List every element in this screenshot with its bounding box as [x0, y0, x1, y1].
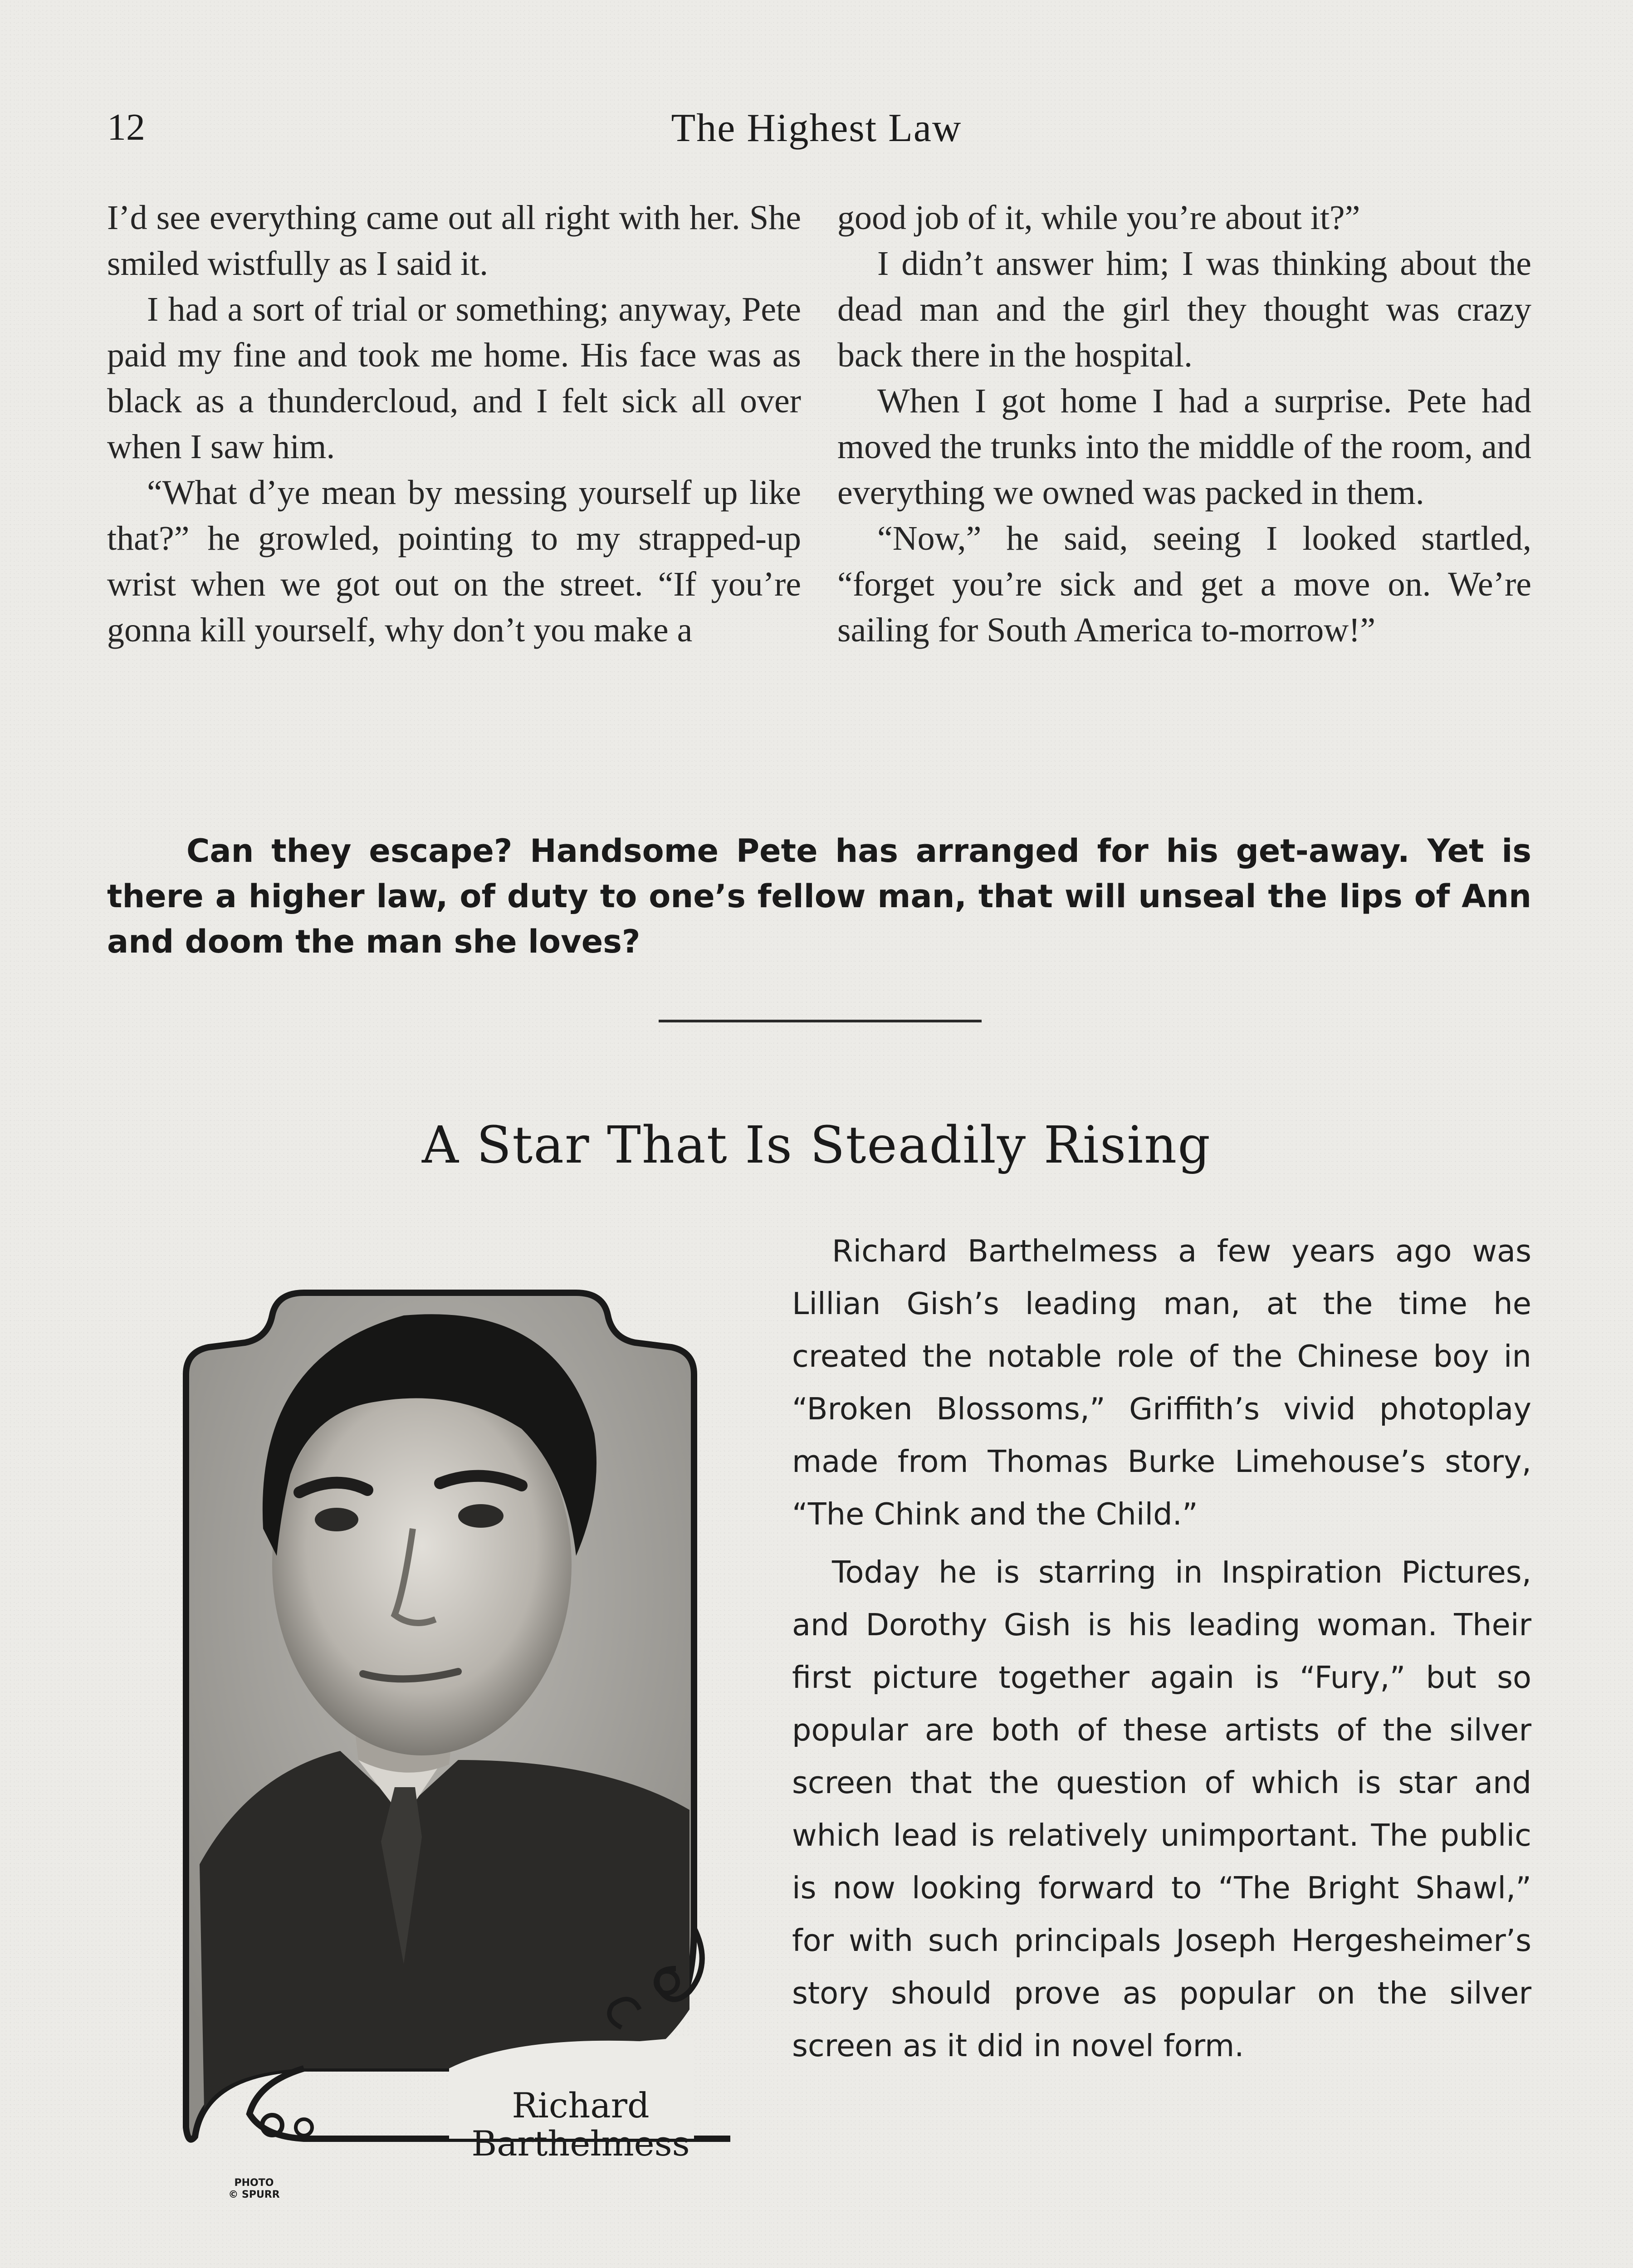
article-body [792, 1225, 1531, 2077]
running-title: The Highest Law [671, 106, 962, 150]
photo-credit-line: PHOTO [234, 2177, 274, 2189]
portrait-frame-illustration [168, 1238, 730, 2204]
photo-credit [204, 2177, 304, 2201]
story-paragraph: I had a sort of trial or something; anyway, Pete paid my fine and took me home. His face was as black as a thundercloud, and I felt sick all over when I saw him. [107, 290, 801, 466]
article-paragraph: Richard Barthelmess a few years ago was Lillian Gish’s leading man, at the time he created the notable role of the Chinese boy in “Broken Blossoms,” Griffith’s vivid photoplay made from Thomas Burke Limehouse’s story, “The Chink and the Child.” [792, 1233, 1531, 1532]
photo-credit-line: © SPURR [228, 2189, 280, 2200]
photo-caption [454, 2087, 708, 2163]
story-paragraph: I’d see everything came out all right with her. She smiled wistfully as I said it. [107, 199, 801, 283]
story-paragraph: good job of it, while you’re about it?” [837, 199, 1360, 237]
story-paragraph: “Now,” he said, seeing I looked startled, “forget you’re sick and get a move on. We’re sailing for South America to-morrow!” [837, 519, 1531, 649]
story-columns [107, 195, 1531, 794]
photo-caption-line: Barthelmess [471, 2123, 690, 2164]
article-paragraph: Today he is starring in Inspiration Pictures, and Dorothy Gish is his leading woman. Their first picture together again is “Fury,” but so popular are both of these artists of the silver screen that the question of which is star and which lead is relatively unimportant. The public is now looking forward to “The Bright Shawl,” for with such principals Joseph Hergesheimer’s story should prove as popular on the silver screen as it did in novel form. [792, 1554, 1531, 2063]
photo-caption-line: Richard [512, 2085, 650, 2126]
portrait-photo [168, 1238, 730, 2204]
article-title: A Star That Is Steadily Rising [422, 1116, 1211, 1175]
story-teaser: Can they escape? Handsome Pete has arranged for his get-away. Yet is there a higher law, of duty to one’s fellow man, that will unseal the lips of Ann and doom the man she loves? [107, 832, 1531, 960]
story-left-column [107, 195, 801, 794]
page-number: 12 [107, 106, 145, 148]
section-divider [659, 1020, 982, 1022]
story-paragraph: When I got home I had a surprise. Pete had moved the trunks into the middle of the room, and everything we owned was packed in them. [837, 382, 1531, 512]
story-paragraph: “What d’ye mean by messing yourself up like that?” he growled, pointing to my strapped-up wrist when we got out on the street. “If you’re gonna kill yourself, why don’t you make a [107, 474, 801, 649]
story-right-column [837, 195, 1531, 794]
story-paragraph: I didn’t answer him; I was thinking about the dead man and the girl they thought was crazy back there in the hospital. [837, 244, 1531, 374]
